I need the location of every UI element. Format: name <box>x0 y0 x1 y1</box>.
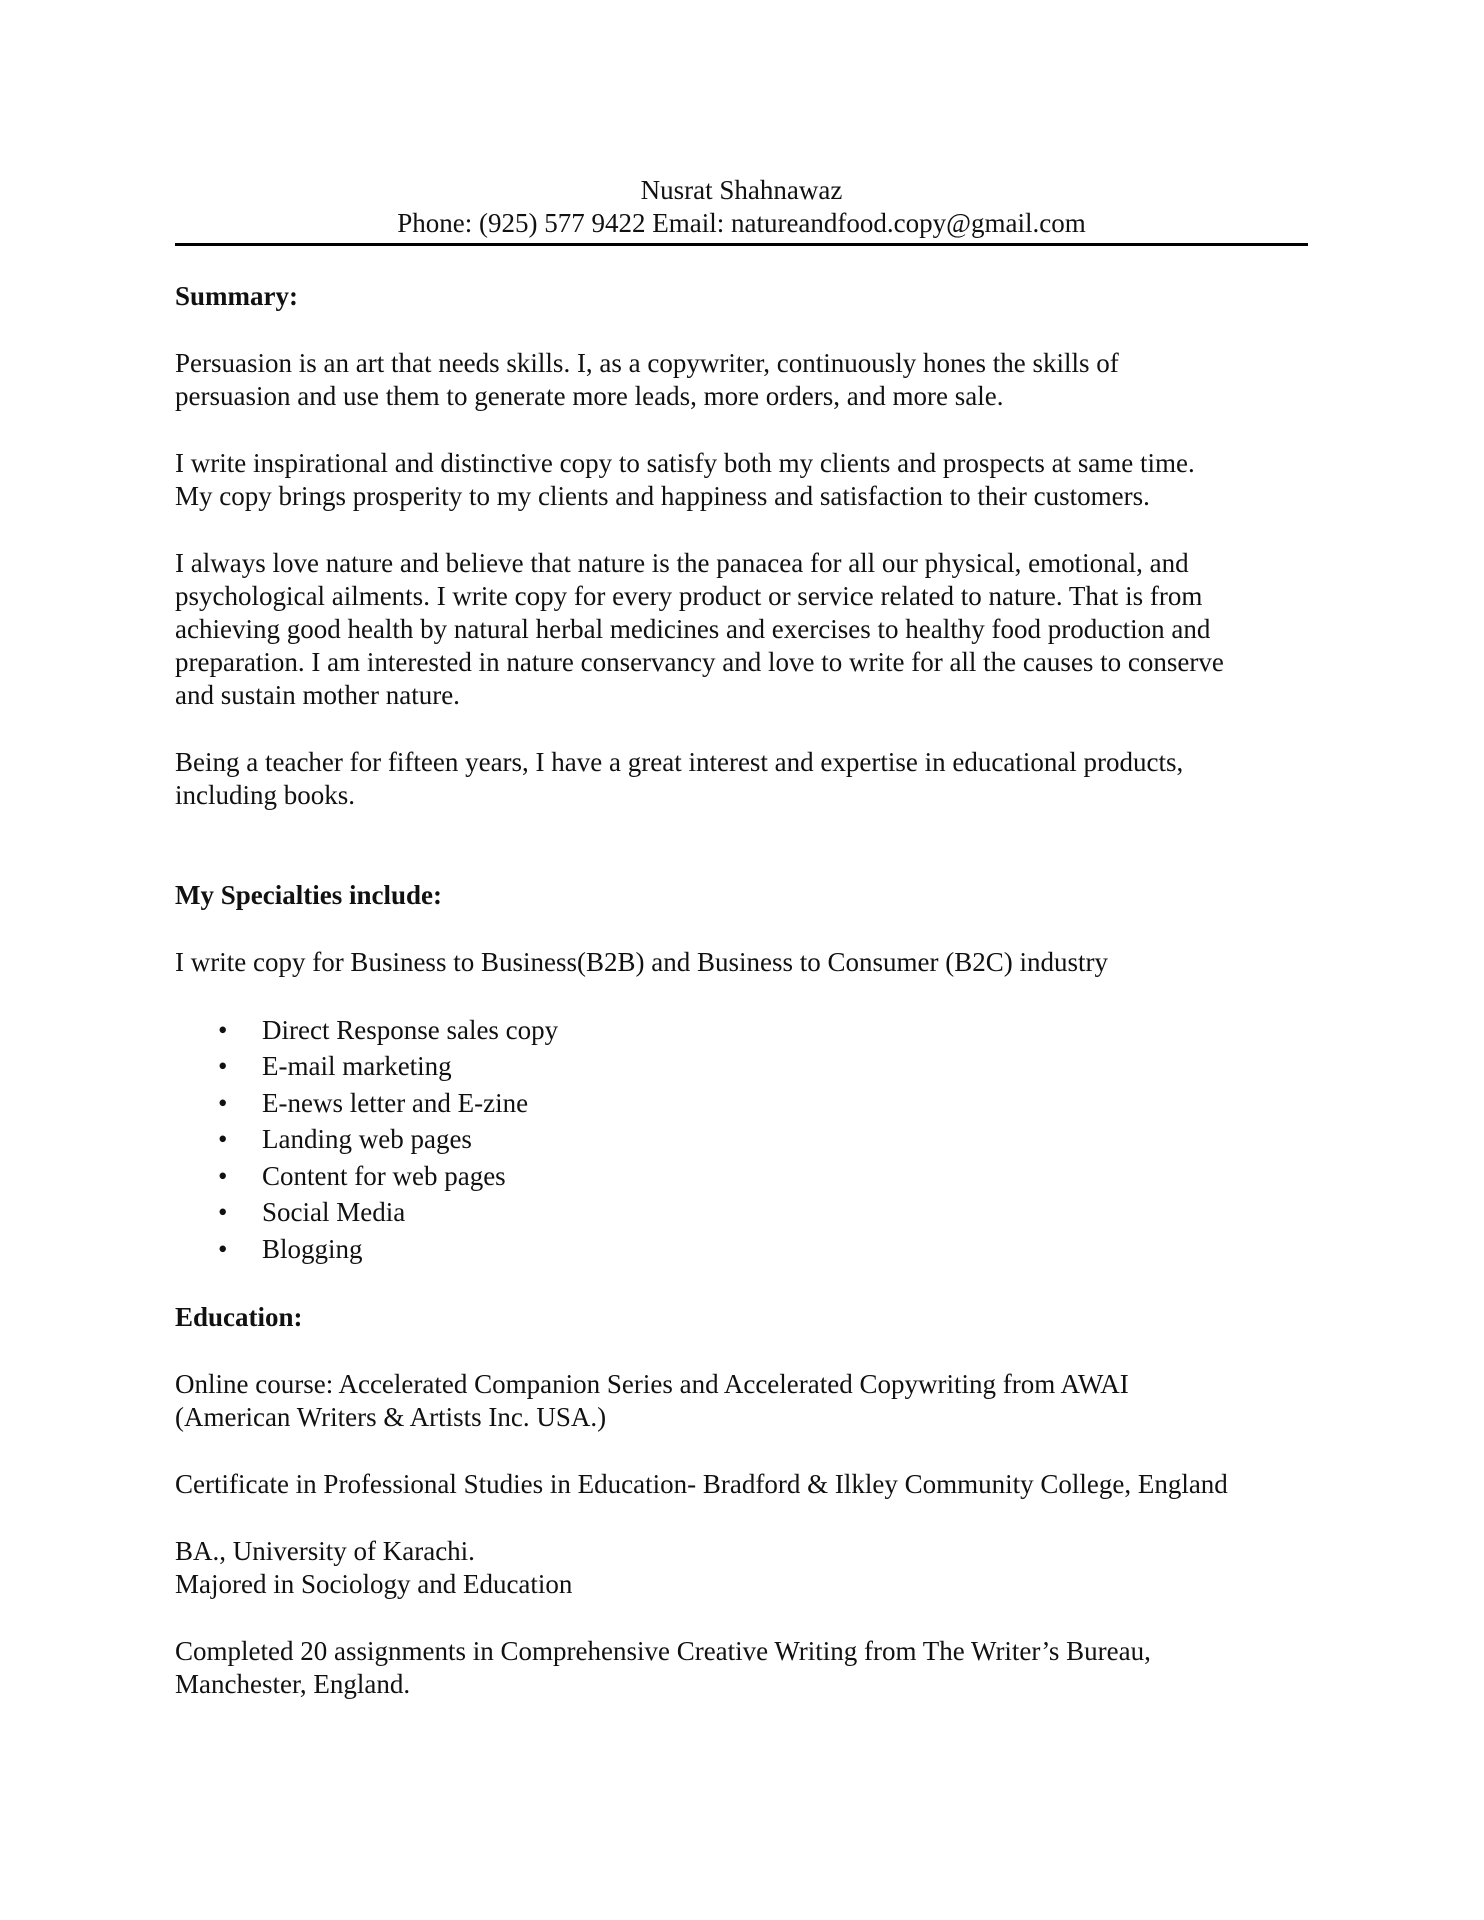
text-line: Completed 20 assignments in Comprehensive Creative Writing from The Writer’s Bureau, <box>175 1636 1151 1666</box>
text-line: including books. <box>175 780 355 810</box>
list-item-label: Direct Response sales copy <box>262 1015 559 1045</box>
bullet-icon: • <box>218 1161 228 1191</box>
text-line: achieving good health by natural herbal medicines and exercises to healthy food production and <box>175 614 1211 644</box>
specialties-heading: My Specialties include: <box>175 880 442 910</box>
list-item-label: E-news letter and E-zine <box>262 1088 529 1118</box>
text-line: I write inspirational and distinctive copy to satisfy both my clients and prospects at same time. <box>175 448 1195 478</box>
list-item-label: E-mail marketing <box>262 1051 452 1081</box>
text-line: preparation. I am interested in nature conservancy and love to write for all the causes to conserve <box>175 647 1224 677</box>
list-item-label: Content for web pages <box>262 1161 506 1191</box>
candidate-name: Nusrat Shahnawaz <box>640 175 843 205</box>
bullet-icon: • <box>218 1234 228 1264</box>
text-line: (American Writers & Artists Inc. USA.) <box>175 1402 607 1432</box>
text-line: Persuasion is an art that needs skills. I, as a copywriter, continuously hones the skills of <box>175 348 1119 378</box>
text-line: and sustain mother nature. <box>175 680 460 710</box>
text-line: I always love nature and believe that nature is the panacea for all our physical, emotional, and <box>175 548 1189 578</box>
specialties-intro: I write copy for Business to Business(B2B) and Business to Consumer (B2C) industry <box>175 947 1108 977</box>
list-item-label: Landing web pages <box>262 1124 472 1154</box>
text-line: Being a teacher for fifteen years, I have a great interest and expertise in educational products, <box>175 747 1184 777</box>
education-heading: Education: <box>175 1302 303 1332</box>
text-line: persuasion and use them to generate more leads, more orders, and more sale. <box>175 381 1004 411</box>
text-line: Manchester, England. <box>175 1669 411 1699</box>
summary-heading: Summary: <box>175 281 298 311</box>
bullet-icon: • <box>218 1197 228 1227</box>
text-line: BA., University of Karachi. <box>175 1536 475 1566</box>
text-line: Online course: Accelerated Companion Series and Accelerated Copywriting from AWAI <box>175 1369 1129 1399</box>
text-line: Certificate in Professional Studies in Education- Bradford & Ilkley Community College, England <box>175 1469 1228 1499</box>
bullet-icon: • <box>218 1124 228 1154</box>
bullet-icon: • <box>218 1051 228 1081</box>
bullet-icon: • <box>218 1015 228 1045</box>
text-line: Majored in Sociology and Education <box>175 1569 573 1599</box>
text-line: psychological ailments. I write copy for every product or service related to nature. That is from <box>175 581 1203 611</box>
text-line: My copy brings prosperity to my clients and happiness and satisfaction to their customers. <box>175 481 1150 511</box>
contact-line: Phone: (925) 577 9422 Email: natureandfood.copy@gmail.com <box>397 208 1086 238</box>
list-item-label: Social Media <box>262 1197 406 1227</box>
bullet-icon: • <box>218 1088 228 1118</box>
header-divider <box>175 243 1308 246</box>
list-item-label: Blogging <box>262 1234 363 1264</box>
